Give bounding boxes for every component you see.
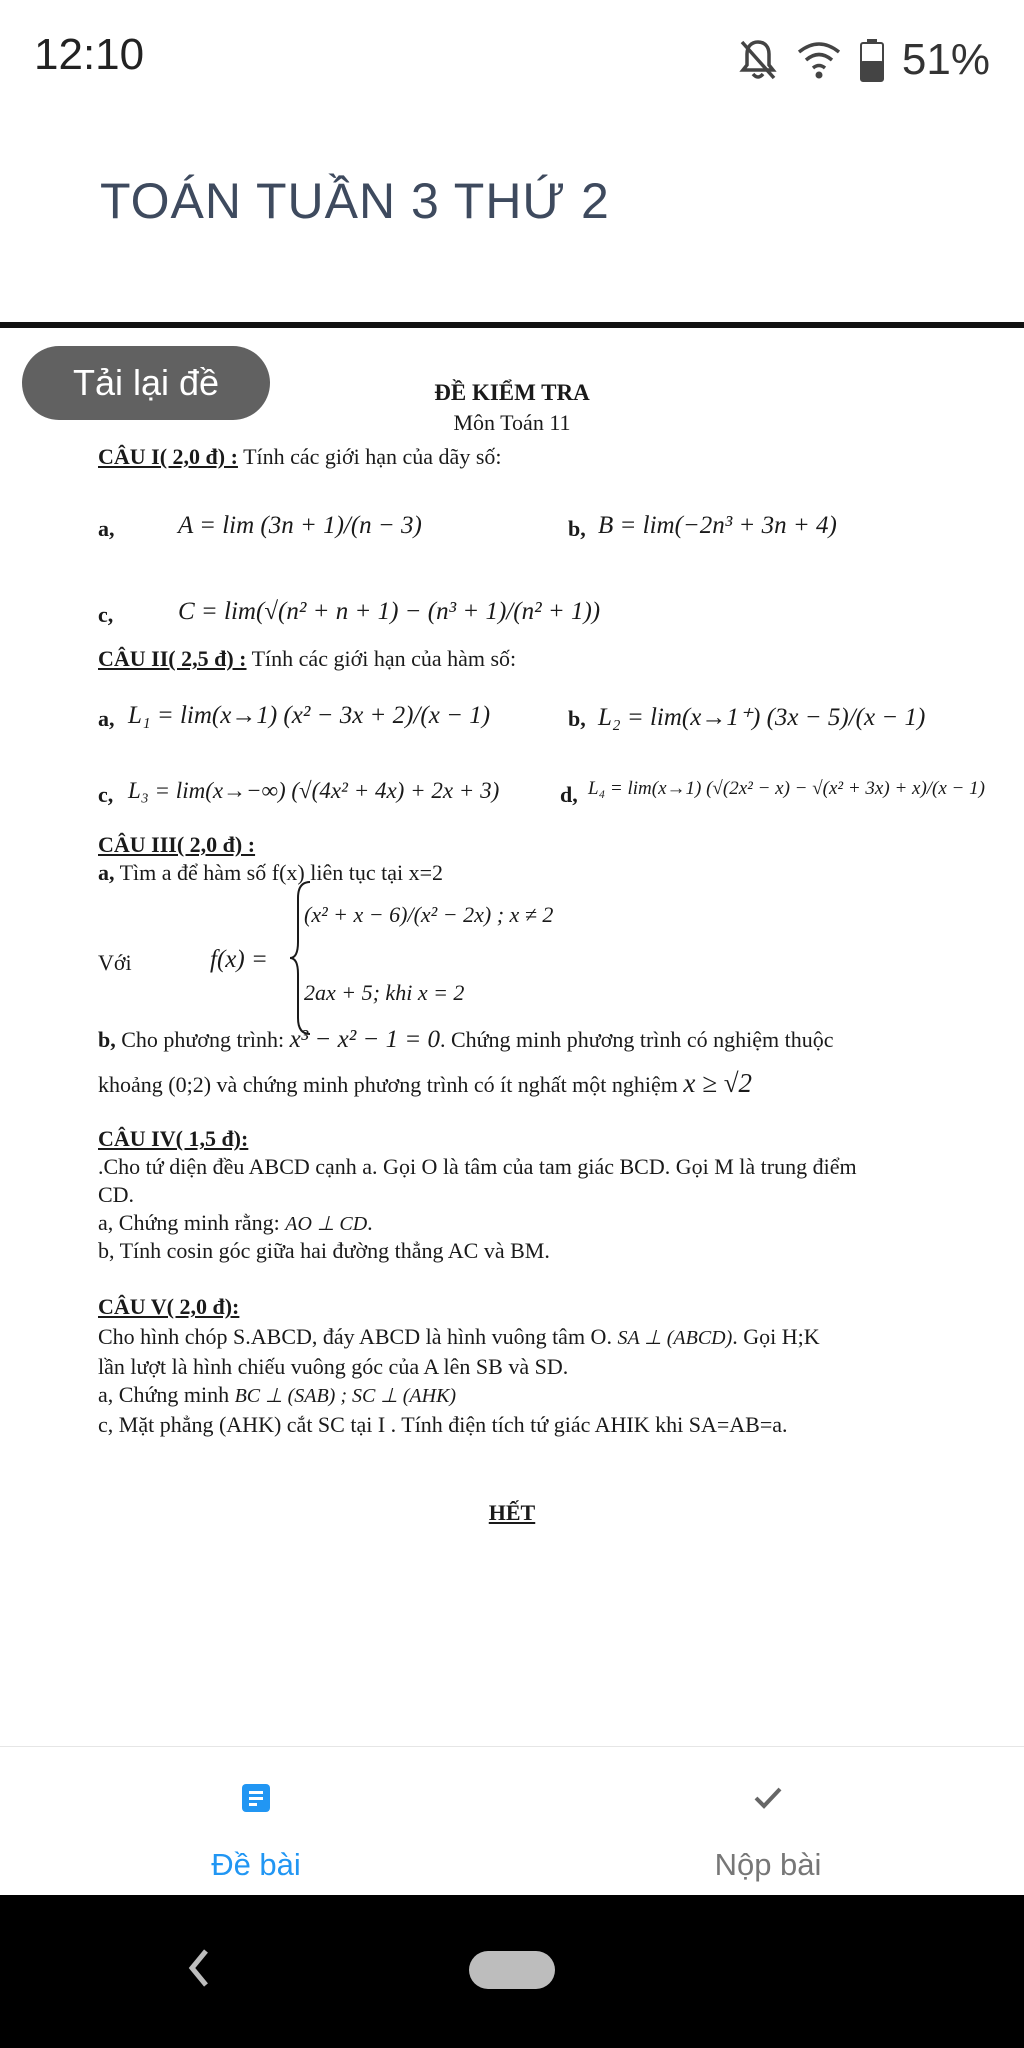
cau3-voi: Với <box>98 950 132 975</box>
cau1-a-expr: A = lim (3n + 1)/(n − 3) <box>178 512 422 539</box>
cau2-c-label: c, <box>98 782 114 807</box>
cau5-line4: c, Mặt phẳng (AHK) cắt SC tại I . Tính điện tích tứ giác AHIK khi SA=AB=a. <box>98 1412 788 1437</box>
cau2-prompt: Tính các giới hạn của hàm số: <box>251 646 517 671</box>
back-icon[interactable] <box>184 1943 214 1993</box>
cau2-line <box>98 646 516 672</box>
cau4-line1: .Cho tứ diện đều ABCD cạnh a. Gọi O là tâm của tam giác BCD. Gọi M là trung điểm <box>98 1154 857 1179</box>
cau2-c-expr: L₃ = lim(x→−∞) (√(4x² + 4x) + 2x + 3) <box>128 778 500 803</box>
tab-nop-bai[interactable] <box>512 1747 1024 1895</box>
cau3-case2: 2ax + 5; khi x = 2 <box>304 980 465 1005</box>
check-icon <box>753 1783 783 1813</box>
cau5-title: CÂU V( 2,0 đ): <box>98 1294 240 1319</box>
cau4-line4: b, Tính cosin góc giữa hai đường thẳng AC và BM. <box>98 1238 550 1263</box>
cau5-line3: a, Chứng minh <box>98 1382 230 1407</box>
status-bar <box>0 0 1024 120</box>
cau3-b-line2-row <box>98 1068 752 1099</box>
reload-exam-button[interactable]: Tải lại đề <box>22 346 270 420</box>
cau1-b-expr: B = lim(−2n³ + 3n + 4) <box>598 512 837 539</box>
tab-de-bai-label: Đề bài <box>211 1847 301 1882</box>
cau2-b-label: b, <box>568 706 586 731</box>
page-title: TOÁN TUẦN 3 THỨ 2 <box>100 173 610 229</box>
cau2-d-label: d, <box>560 782 578 807</box>
status-icons <box>738 30 990 90</box>
cau3-b-eq: x³ − x² − 1 = 0 <box>289 1026 440 1053</box>
cau3-a-text: Tìm a để hàm số f(x) liên tục tại x=2 <box>119 860 443 885</box>
bottom-nav <box>0 1747 1024 1895</box>
notifications-off-icon <box>738 38 778 82</box>
cau4-line3-end: . <box>367 1210 373 1235</box>
status-time: 12:10 <box>34 30 145 79</box>
cau4-line2: CD. <box>98 1182 135 1207</box>
cau2-b-expr: L₂ = lim(x→1⁺) (3x − 5)/(x − 1) <box>598 704 926 731</box>
cau4-line3-row <box>98 1210 373 1236</box>
header-divider <box>0 322 1024 328</box>
assignment-icon <box>241 1783 271 1813</box>
cau2-a-expr: L₁ = lim(x→1) (x² − 3x + 2)/(x − 1) <box>128 702 491 729</box>
doc-heading: ĐỀ KIỂM TRA <box>434 380 590 405</box>
cau3-b-line2: khoảng (0;2) và chứng minh phương trình có ít nghất một nghiệm <box>98 1072 678 1097</box>
battery-percent: 51% <box>901 35 990 84</box>
cau5-line1-end: . Gọi H;K <box>732 1324 820 1349</box>
cau1-a-label: a, <box>98 516 115 541</box>
cau3-b-text2: . Chứng minh phương trình có nghiệm thuộc <box>439 1027 834 1052</box>
cau1-b-label: b, <box>568 516 586 541</box>
doc-subject: Môn Toán 11 <box>453 410 571 435</box>
cau5-line3-row <box>98 1382 456 1408</box>
tab-nop-bai-label: Nộp bài <box>714 1847 822 1882</box>
tab-de-bai[interactable] <box>0 1747 512 1895</box>
cau3-b-label: b, <box>98 1027 116 1052</box>
battery-icon <box>860 38 884 82</box>
wifi-icon <box>796 40 842 80</box>
exam-document <box>0 330 1024 1530</box>
cau3-case1: (x² + x − 6)/(x² − 2x) ; x ≠ 2 <box>304 902 554 927</box>
cau3-b-line1 <box>98 1026 834 1054</box>
cau4-line3-math: AO ⊥ CD <box>285 1213 368 1235</box>
system-nav-bar <box>0 1895 1024 2048</box>
cau3-b-cond: x ≥ √2 <box>683 1068 753 1098</box>
cau1-line <box>98 444 502 470</box>
cau4-line3: a, Chứng minh rằng: <box>98 1210 280 1235</box>
cau3-fx: f(x) = <box>210 946 268 973</box>
cau3-b-text1: Cho phương trình: <box>121 1027 285 1052</box>
cau5-line2: lần lượt là hình chiếu vuông góc của A lên SB và SD. <box>98 1354 569 1379</box>
home-pill[interactable] <box>469 1951 555 1989</box>
cau5-line3-math: BC ⊥ (SAB) ; SC ⊥ (AHK) <box>234 1385 457 1407</box>
cau1-title: CÂU I( 2,0 đ) : <box>98 444 238 469</box>
cau4-title: CÂU IV( 1,5 đ): <box>98 1126 249 1151</box>
cau1-c-expr: C = lim(√(n² + n + 1) − (n³ + 1)/(n² + 1)) <box>178 598 601 625</box>
cau3-a-label: a, <box>98 860 115 885</box>
cau5-line1-math: SA ⊥ (ABCD) <box>617 1327 733 1349</box>
cau2-title: CÂU II( 2,5 đ) : <box>98 646 247 671</box>
cau5-line1: Cho hình chóp S.ABCD, đáy ABCD là hình vuông tâm O. <box>98 1324 612 1349</box>
cau2-d-expr: L₄ = lim(x→1) (√(2x² − x) − √(x² + 3x) + x)/(x − 1) <box>588 778 985 799</box>
cau3-title: CÂU III( 2,0 đ) : <box>98 832 256 857</box>
cau5-line1-row <box>98 1324 820 1350</box>
cau1-prompt: Tính các giới hạn của dãy số: <box>243 444 502 469</box>
doc-end: HẾT <box>488 1500 536 1525</box>
cau2-a-label: a, <box>98 706 115 731</box>
cau3-a-line <box>98 860 443 886</box>
cau1-c-label: c, <box>98 602 114 627</box>
